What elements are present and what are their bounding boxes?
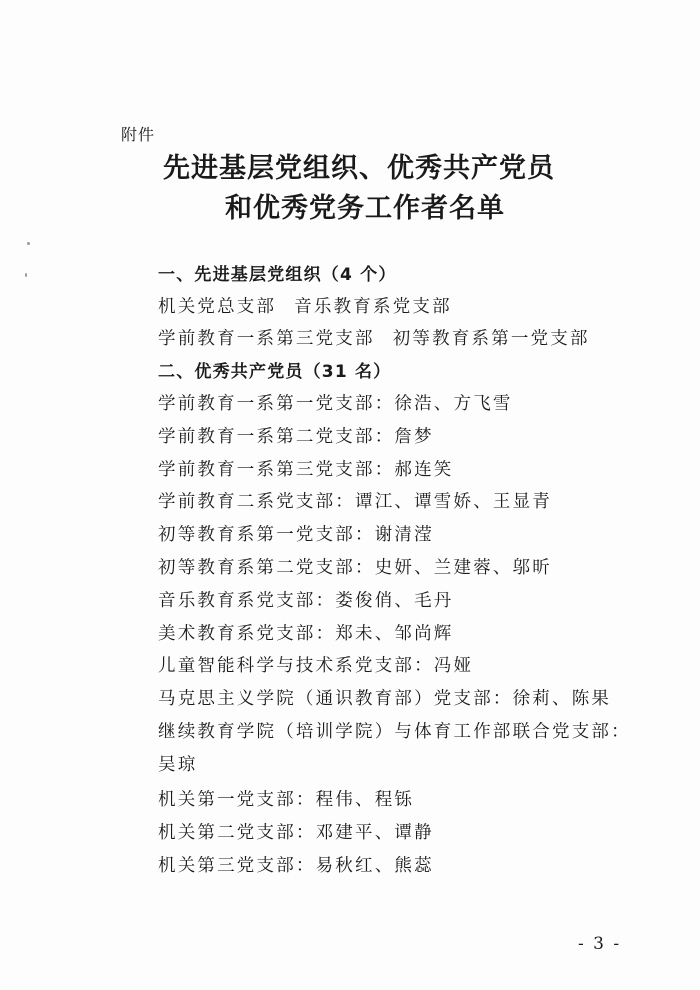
member-line: 学前教育一系第一党支部：徐浩、方飞雪 (158, 394, 513, 414)
member-line: 学前教育二系党支部：谭江、谭雪娇、王显青 (158, 492, 552, 512)
organization-name: 学前教育一系第三党支部 (158, 329, 375, 349)
organization-name: 音乐教育系党支部 (294, 297, 452, 317)
attachment-label: 附件 (121, 125, 156, 144)
member-line: 继续教育学院（培训学院）与体育工作部联合党支部： (158, 722, 631, 742)
member-line: 机关第三党支部：易秋红、熊蕊 (158, 856, 434, 876)
page-number: - 3 - (578, 934, 622, 954)
organization-name: 初等教育系第一党支部 (392, 329, 590, 349)
member-line: 学前教育一系第三党支部：郝连笑 (158, 460, 454, 480)
member-line: 学前教育一系第二党支部：詹梦 (158, 427, 434, 447)
member-line: 初等教育系第一党支部：谢清滢 (158, 525, 434, 545)
member-line: 美术教育系党支部：郑未、邹尚辉 (158, 624, 454, 644)
organization-row (158, 293, 452, 318)
scan-speck (27, 242, 30, 245)
section-heading-organizations: 一、先进基层党组织（4 个） (158, 265, 397, 285)
scan-speck (25, 273, 27, 277)
member-line: 机关第一党支部：程伟、程铄 (158, 790, 415, 810)
member-line: 初等教育系第二党支部：史妍、兰建蓉、邬昕 (158, 558, 552, 578)
document-title-line-1: 先进基层党组织、优秀共产党员 (163, 153, 555, 184)
member-line: 音乐教育系党支部：娄俊俏、毛丹 (158, 591, 454, 611)
organization-row (158, 325, 590, 350)
member-line: 机关第二党支部：邓建平、谭静 (158, 823, 434, 843)
section-heading-members: 二、优秀共产党员（31 名） (158, 362, 392, 382)
member-line: 吴琼 (158, 755, 198, 775)
member-line: 马克思主义学院（通识教育部）党支部：徐莉、陈果 (158, 689, 612, 709)
organization-name: 机关党总支部 (158, 297, 277, 317)
member-line: 儿童智能科学与技术系党支部：冯娅 (158, 656, 474, 676)
document-title-line-2: 和优秀党务工作者名单 (225, 193, 505, 224)
